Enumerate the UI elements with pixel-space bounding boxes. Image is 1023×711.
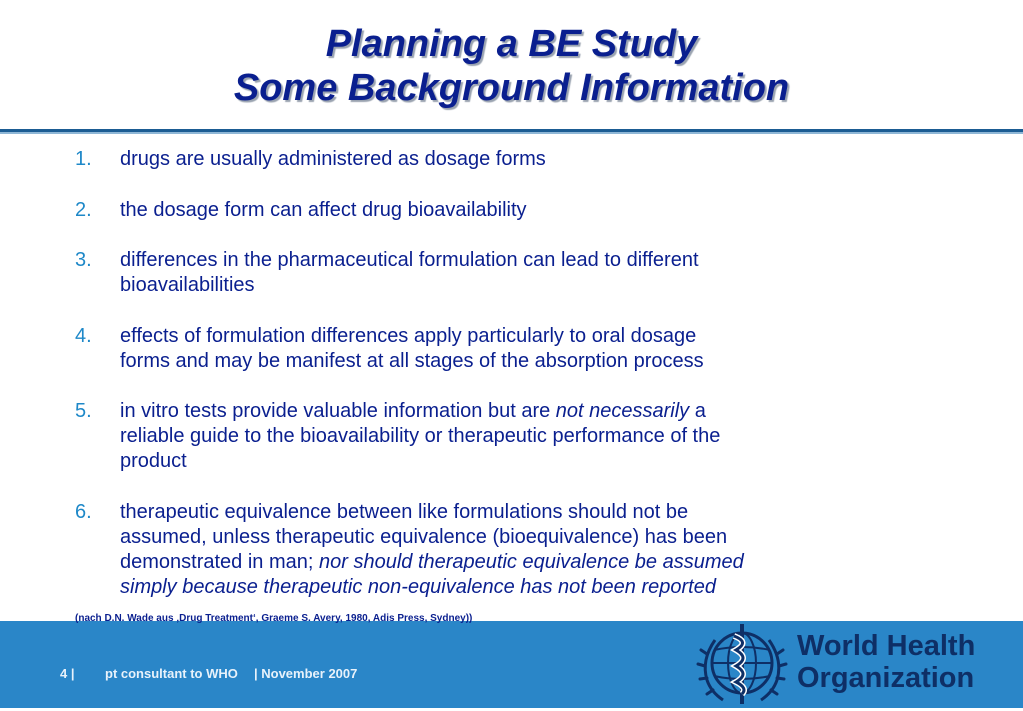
- slide-title-line-1: Planning a BE Study: [325, 23, 698, 65]
- list-item-number: 2.: [75, 199, 92, 221]
- list-item-emphasis: nor should therapeutic equivalence be assumed: [319, 551, 744, 573]
- slide-title-line-2: Some Background Information: [233, 67, 790, 109]
- list-item-line: [120, 399, 960, 424]
- organization-name-line-1: World Health: [797, 630, 976, 662]
- list-item-line: drugs are usually administered as dosage forms: [120, 148, 546, 170]
- list-item-emphasis: not necessarily: [555, 400, 690, 422]
- list-item-line: [120, 575, 960, 600]
- list-item-line: [120, 550, 960, 575]
- list-item-number: 5.: [75, 400, 92, 422]
- list-item-text: [120, 324, 960, 374]
- list-item-line: differences in the pharmaceutical formulation can lead to different: [120, 249, 699, 271]
- list-item-text: [120, 147, 960, 172]
- list-item-number: 1.: [75, 148, 92, 170]
- list-item-line: the dosage form can affect drug bioavailability: [120, 199, 527, 221]
- list-item-number: 3.: [75, 249, 92, 271]
- list-item-number: 6.: [75, 501, 92, 523]
- organization-name: [797, 630, 975, 694]
- list-item-emphasis: simply because therapeutic non-equivalence has not been reported: [120, 576, 716, 598]
- list-item-line: bioavailabilities: [120, 274, 255, 296]
- list-item-fragment: in vitro tests provide valuable information but are: [120, 400, 556, 422]
- list-item-text: [120, 399, 960, 474]
- list-item-line: reliable guide to the bioavailability or therapeutic performance of the: [120, 425, 721, 447]
- list-item-line: effects of formulation differences apply particularly to oral dosage: [120, 325, 697, 347]
- citation: (nach D.N. Wade aus ‚Drug Treatment‘, Graeme S. Avery, 1980, Adis Press, Sydney)): [75, 613, 473, 624]
- footer-presenter: pt consultant to WHO: [105, 666, 238, 681]
- title-divider-accent: [0, 132, 1023, 134]
- list-item-fragment: a: [689, 400, 706, 422]
- list-item-line: product: [120, 450, 187, 472]
- list-item-number: 4.: [75, 325, 92, 347]
- footer-date: | November 2007: [254, 666, 358, 681]
- who-emblem-icon: [693, 620, 793, 711]
- list-item-text: [120, 500, 960, 600]
- list-item-line: assumed, unless therapeutic equivalence (bioequivalence) has been: [120, 526, 728, 548]
- list-item-text: [120, 248, 960, 298]
- list-item-text: [120, 198, 960, 223]
- slide-title: [0, 22, 1023, 110]
- list-item-fragment: demonstrated in man;: [120, 551, 319, 573]
- list-item-line: therapeutic equivalence between like formulations should not be: [120, 501, 689, 523]
- page-number: 4 |: [60, 666, 75, 681]
- organization-name-line-2: Organization: [797, 662, 975, 694]
- list-item-line: forms and may be manifest at all stages of the absorption process: [120, 350, 704, 372]
